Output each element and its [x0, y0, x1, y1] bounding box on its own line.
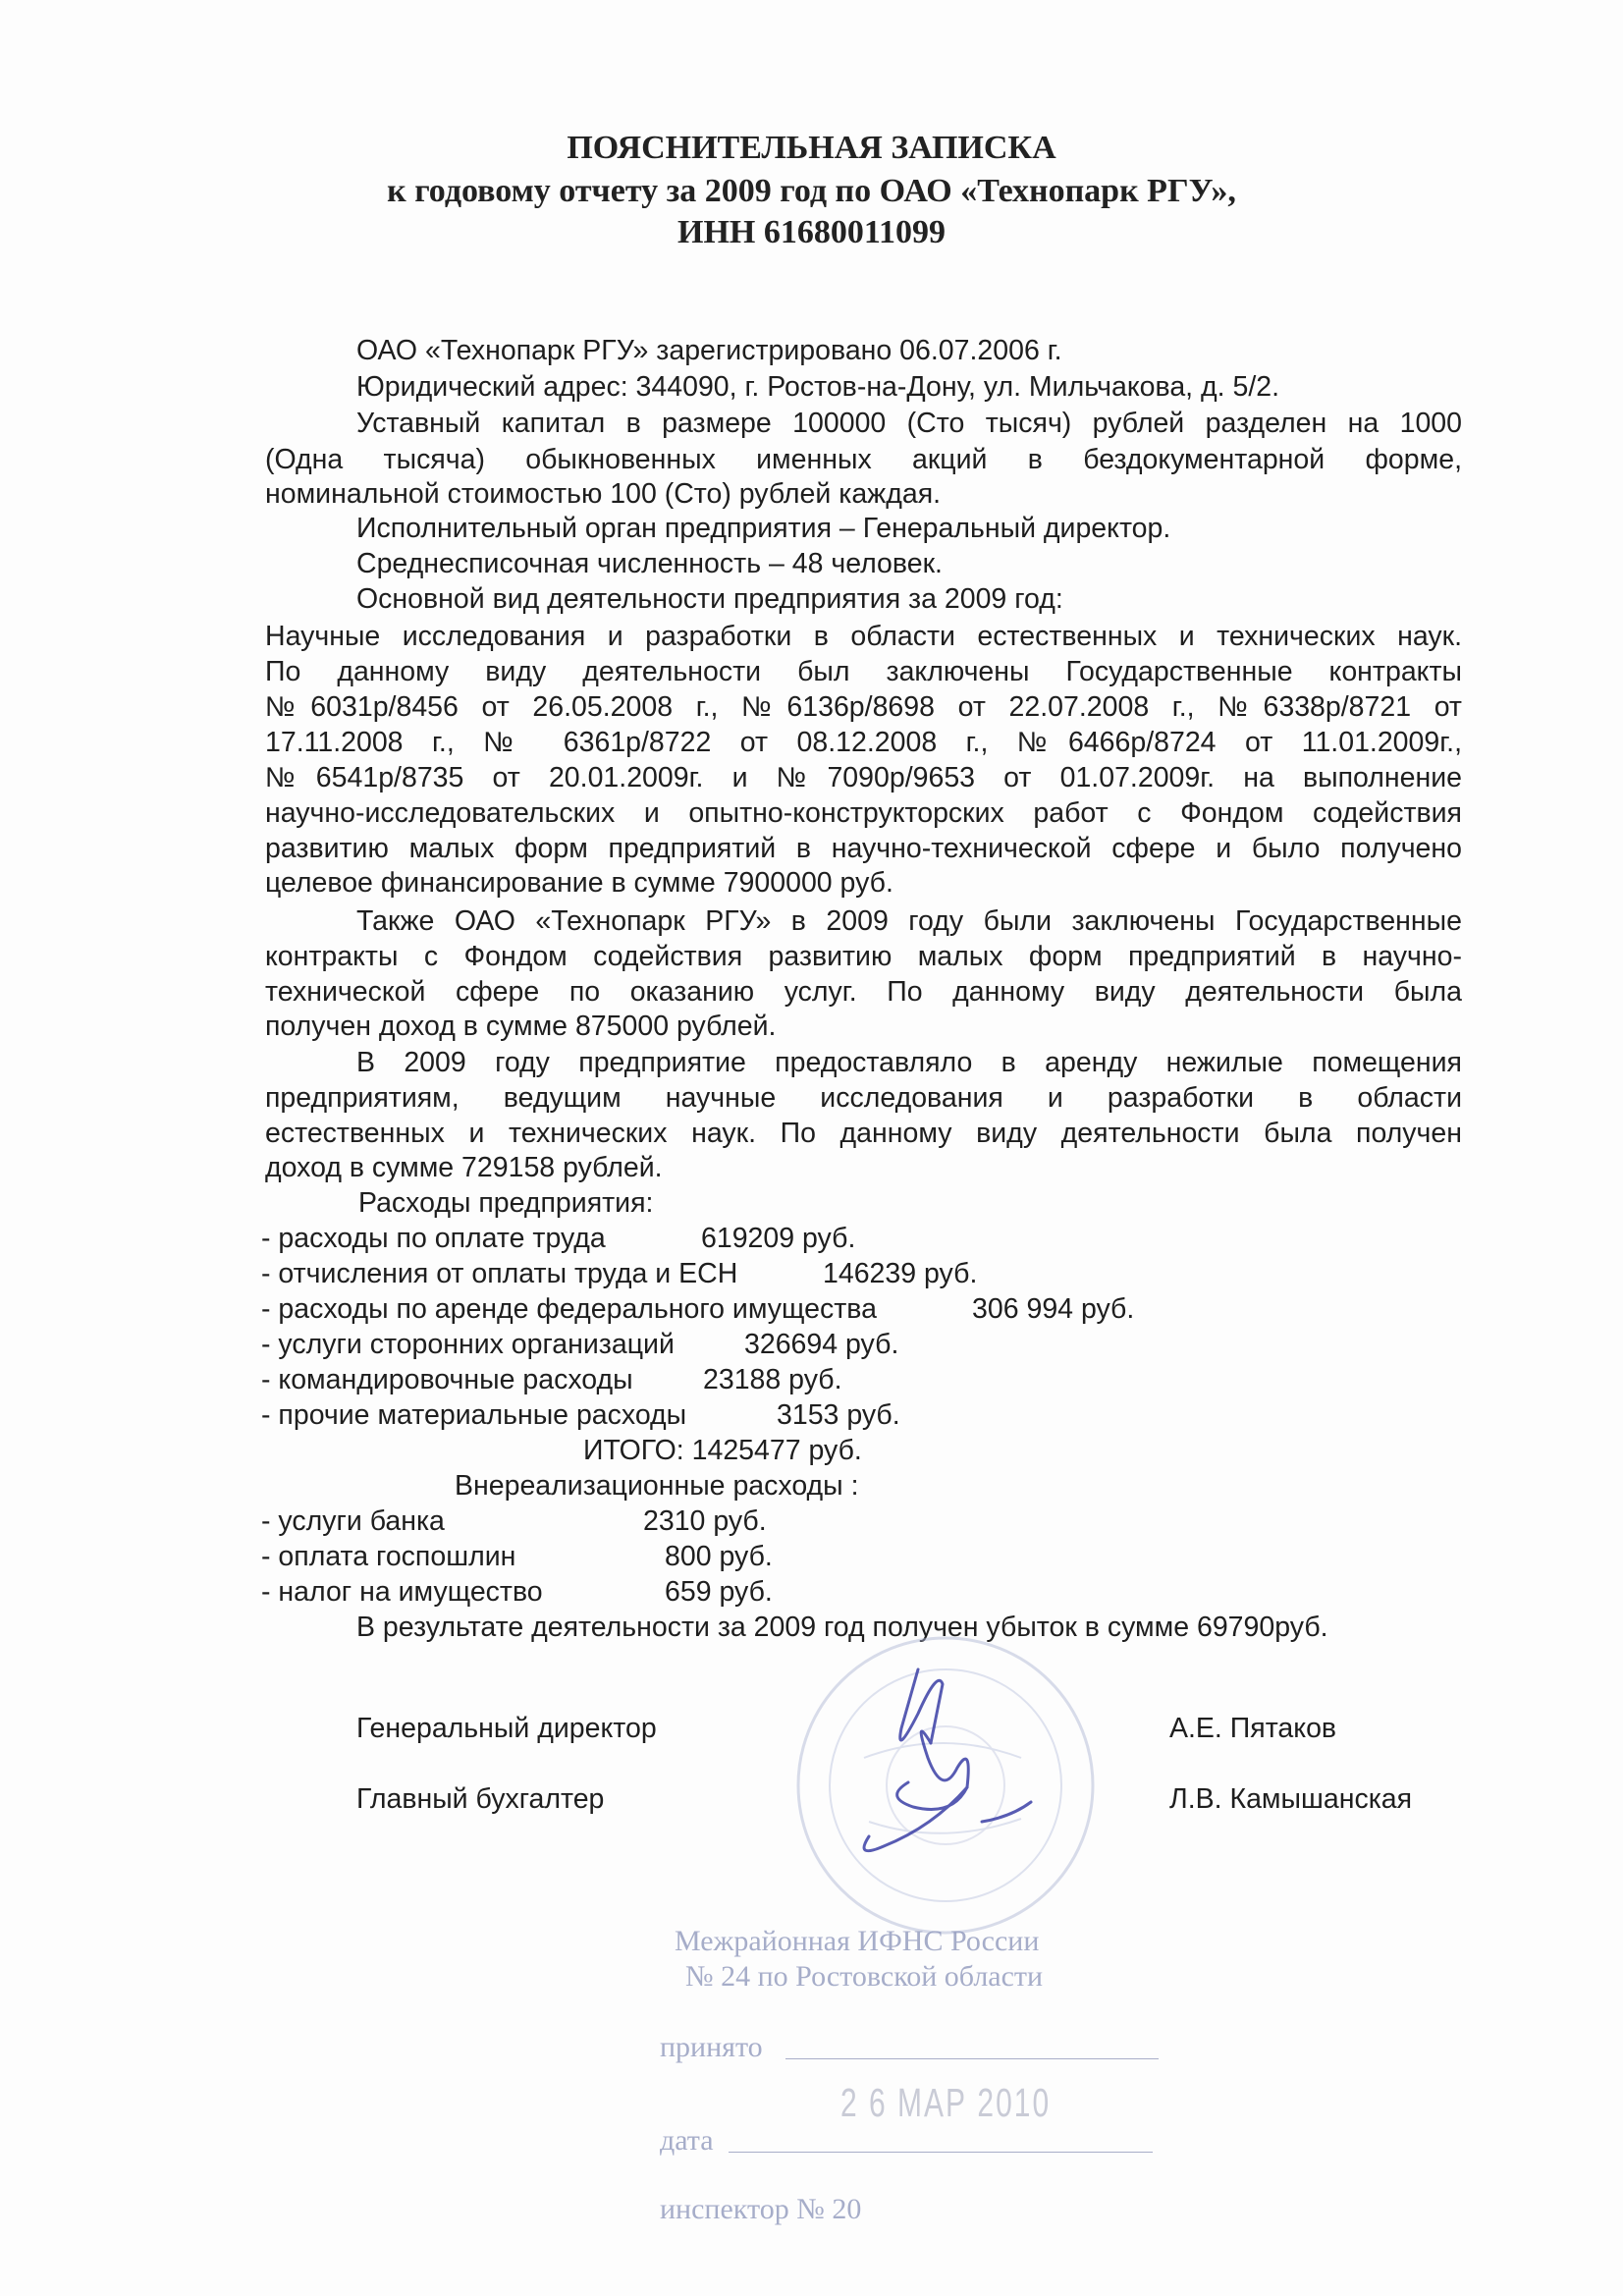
accepted-underline	[785, 2058, 1159, 2059]
capital-line-2: (Одна тысяча) обыкновенных именных акций в бездокументарной форме,	[265, 444, 1462, 475]
director-name: А.Е. Пятаков	[1169, 1713, 1337, 1744]
expenses-title: Расходы предприятия:	[358, 1187, 654, 1219]
services-line-2: контракты с Фондом содействия развитию малых форм предприятий в научно-	[265, 941, 1462, 972]
document-subtitle: к годовому отчету за 2009 год по ОАО «Технопарк РГУ»,	[387, 173, 1236, 209]
rent-line-3: естественных и технических наук. По данному виду деятельности была получен	[265, 1118, 1462, 1149]
tax-stamp-accepted: принято	[660, 2031, 763, 2063]
expense-item-label: - командировочные расходы	[261, 1364, 633, 1395]
nonoperating-item-label: - налог на имущество	[261, 1576, 543, 1608]
expense-item-label: - услуги сторонних организаций	[261, 1329, 675, 1360]
expense-item-amount: 306 994 руб.	[972, 1293, 1135, 1325]
expense-item-amount: 619209 руб.	[701, 1223, 856, 1254]
result-line: В результате деятельности за 2009 год получен убыток в сумме 69790руб.	[356, 1612, 1328, 1643]
tax-stamp-date: 2 6 МАР 2010	[840, 2082, 1052, 2126]
accountant-name: Л.В. Камышанская	[1169, 1783, 1413, 1815]
capital-line-1: Уставный капитал в размере 100000 (Сто тысяч) рублей разделен на 1000	[356, 408, 1462, 439]
address-line: Юридический адрес: 344090, г. Ростов-на-Дону, ул. Мильчакова, д. 5/2.	[356, 371, 1280, 403]
expense-item-amount: 3153 руб.	[777, 1399, 900, 1431]
research-line-6: научно-исследовательских и опытно-конструкторских работ с Фондом содействия	[265, 797, 1462, 829]
nonoperating-item-label: - оплата госпошлин	[261, 1541, 516, 1572]
services-line-3: технической сфере по оказанию услуг. По данному виду деятельности была	[265, 976, 1462, 1008]
executive-line: Исполнительный орган предприятия – Генеральный директор.	[356, 513, 1171, 544]
tax-stamp-line-2: № 24 по Ростовской области	[685, 1960, 1044, 1993]
document-inn: ИНН 61680011099	[677, 214, 946, 250]
date-underline	[729, 2152, 1153, 2153]
expense-item-label: - отчисления от оплаты труда и ЕСН	[261, 1258, 738, 1289]
director-title: Генеральный директор	[356, 1713, 657, 1744]
tax-stamp-line-1: Межрайонная ИФНС России	[675, 1925, 1040, 1957]
expense-item-label: - расходы по аренде федерального имущества	[261, 1293, 877, 1325]
document-title: ПОЯСНИТЕЛЬНАЯ ЗАПИСКА	[567, 130, 1056, 166]
expense-item-amount: 326694 руб.	[744, 1329, 899, 1360]
tax-stamp-inspector: инспектор № 20	[660, 2193, 862, 2225]
rent-line-4: доход в сумме 729158 рублей.	[265, 1152, 663, 1183]
nonoperating-item-label: - услуги банка	[261, 1505, 445, 1537]
research-line-1: Научные исследования и разработки в области естественных и технических наук.	[265, 621, 1462, 652]
expense-item-label: - расходы по оплате труда	[261, 1223, 606, 1254]
company-seal-icon	[798, 1638, 1093, 1933]
services-line-1: Также ОАО «Технопарк РГУ» в 2009 году были заключены Государственные	[356, 905, 1462, 937]
nonoperating-item-amount: 2310 руб.	[643, 1505, 767, 1537]
expenses-total: ИТОГО: 1425477 руб.	[583, 1435, 862, 1466]
nonoperating-item-amount: 659 руб.	[665, 1576, 773, 1608]
tax-stamp-date-label: дата	[660, 2124, 714, 2157]
nonoperating-item-amount: 800 руб.	[665, 1541, 773, 1572]
expense-item-label: - прочие материальные расходы	[261, 1399, 687, 1431]
headcount-line: Среднесписочная численность – 48 человек.	[356, 548, 943, 579]
research-line-7: развитию малых форм предприятий в научно-технической сфере и было получено	[265, 833, 1462, 864]
capital-line-3: номинальной стоимостью 100 (Сто) рублей каждая.	[265, 478, 942, 510]
research-line-8: целевое финансирование в сумме 7900000 руб.	[265, 867, 893, 899]
registration-line: ОАО «Технопарк РГУ» зарегистрировано 06.07.2006 г.	[356, 335, 1062, 366]
services-line-4: получен доход в сумме 875000 рублей.	[265, 1011, 777, 1042]
research-line-2: По данному виду деятельности был заключены Государственные контракты	[265, 656, 1462, 687]
nonoperating-title: Внереализационные расходы :	[455, 1470, 859, 1502]
rent-line-1: В 2009 году предприятие предоставляло в аренду нежилые помещения	[356, 1047, 1462, 1078]
research-line-5: №6541р/8735 от 20.01.2009г. и №7090р/9653 от 01.07.2009г. на выполнение	[265, 762, 1462, 793]
research-line-4: 17.11.2008 г., № 6361р/8722 от 08.12.2008 г., №6466р/8724 от 11.01.2009г.,	[265, 727, 1462, 758]
accountant-title: Главный бухгалтер	[356, 1783, 605, 1815]
expense-item-amount: 23188 руб.	[703, 1364, 842, 1395]
activity-title: Основной вид деятельности предприятия за 2009 год:	[356, 583, 1063, 615]
expense-item-amount: 146239 руб.	[823, 1258, 978, 1289]
research-line-3: №6031р/8456 от 26.05.2008 г., №6136р/8698 от 22.07.2008 г., №6338р/8721 от	[265, 691, 1462, 723]
rent-line-2: предприятиям, ведущим научные исследования и разработки в области	[265, 1082, 1462, 1114]
